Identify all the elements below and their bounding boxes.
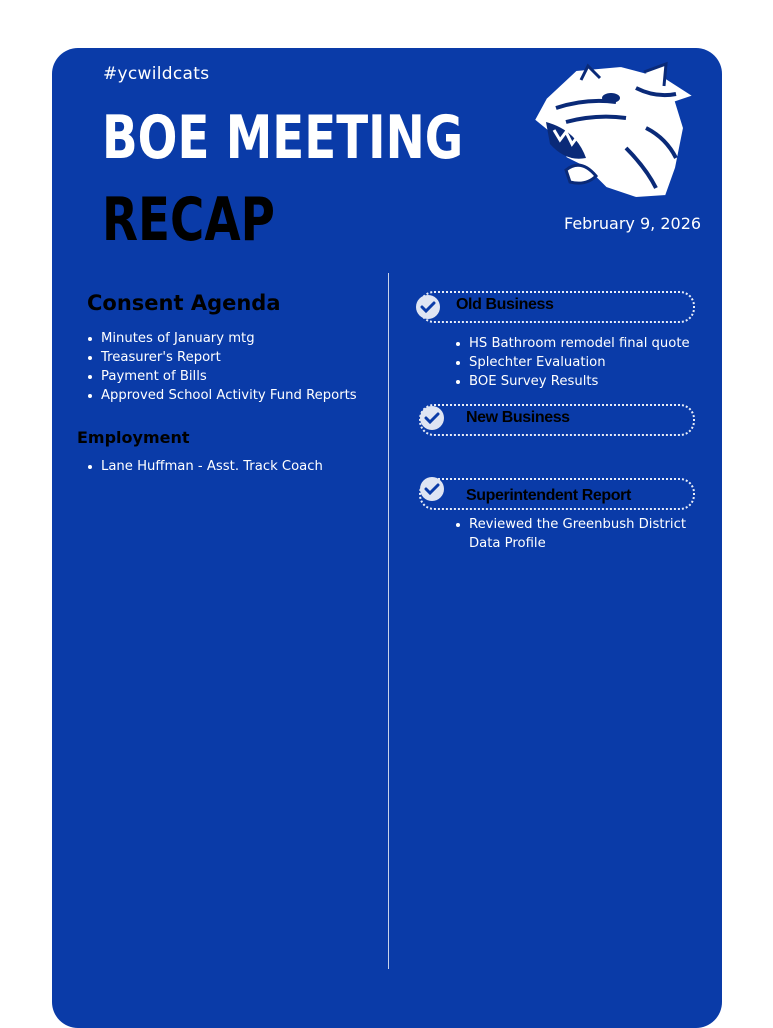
list-item: Lane Huffman - Asst. Track Coach — [87, 457, 377, 476]
consent-agenda-list — [87, 329, 377, 405]
checkmark-icon — [420, 477, 444, 501]
employment-heading: Employment — [77, 428, 190, 447]
employment-list — [87, 457, 377, 476]
list-item: Treasurer's Report — [87, 348, 377, 367]
title-line-1: BOE MEETING — [102, 103, 464, 173]
checkmark-icon — [416, 295, 440, 319]
hashtag: #ycwildcats — [103, 64, 210, 84]
list-item: Payment of Bills — [87, 367, 377, 386]
column-divider — [388, 273, 389, 969]
checkmark-icon — [420, 406, 444, 430]
meeting-date: February 9, 2026 — [564, 214, 702, 233]
wildcat-mascot-icon — [526, 58, 696, 200]
list-item: BOE Survey Results — [455, 372, 705, 391]
list-item: HS Bathroom remodel final quote — [455, 334, 705, 353]
superintendent-report-label: Superintendent Report — [466, 487, 631, 504]
old-business-label: Old Business — [456, 296, 554, 313]
new-business-label: New Business — [466, 409, 570, 426]
superintendent-report-list — [455, 515, 700, 553]
list-item: Minutes of January mtg — [87, 329, 377, 348]
title-line-2: RECAP — [102, 185, 275, 255]
old-business-list — [455, 334, 705, 391]
list-item: Approved School Activity Fund Reports — [87, 386, 377, 405]
list-item: Splechter Evaluation — [455, 353, 705, 372]
list-item: Reviewed the Greenbush District Data Profile — [455, 515, 700, 553]
consent-agenda-heading: Consent Agenda — [87, 291, 281, 315]
